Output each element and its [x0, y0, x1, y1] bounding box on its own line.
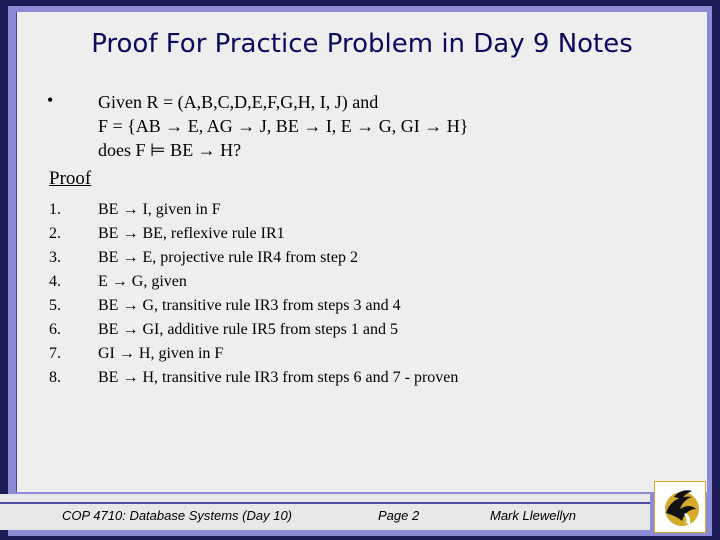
step-number: 2. — [49, 225, 61, 242]
bullet-marker: • — [47, 90, 54, 110]
proof-step — [49, 246, 669, 270]
pegasus-logo-graphic — [656, 483, 704, 531]
footer-page-number: Page 2 — [378, 508, 420, 523]
proof-steps-list — [49, 198, 669, 390]
proof-step — [49, 294, 669, 318]
step-number: 1. — [49, 201, 61, 218]
given-line: F = {AB → E, AG → J, BE → I, E → G, GI → H} — [98, 116, 469, 136]
step-text: BE → G, transitive rule IR3 from steps 3 and 4 — [98, 297, 401, 314]
step-text: BE → I, given in F — [98, 201, 221, 218]
proof-step — [49, 198, 669, 222]
step-text: BE → GI, additive rule IR5 from steps 1 and 5 — [98, 321, 398, 338]
step-number: 7. — [49, 345, 61, 362]
slide-footer — [0, 494, 650, 530]
step-text: GI → H, given in F — [98, 345, 224, 362]
proof-step — [49, 342, 669, 366]
given-line: does F ⊨ BE → H? — [98, 140, 242, 160]
footer-course: COP 4710: Database Systems (Day 10) — [62, 508, 293, 523]
footer-divider — [0, 502, 650, 504]
step-number: 8. — [49, 369, 61, 386]
slide-content — [16, 12, 707, 492]
step-number: 4. — [49, 273, 61, 290]
footer-author: Mark Llewellyn — [490, 508, 576, 523]
proof-step — [49, 222, 669, 246]
proof-step — [49, 270, 669, 294]
step-number: 6. — [49, 321, 61, 338]
step-text: BE → BE, reflexive rule IR1 — [98, 225, 285, 242]
proof-step — [49, 366, 669, 390]
step-number: 5. — [49, 297, 61, 314]
step-text: BE → E, projective rule IR4 from step 2 — [98, 249, 358, 266]
step-text: E → G, given — [98, 273, 187, 290]
pegasus-logo-icon — [654, 481, 706, 533]
proof-heading: Proof — [49, 168, 92, 189]
slide-title: Proof For Practice Problem in Day 9 Notes — [91, 29, 633, 59]
given-statement — [98, 90, 658, 162]
proof-step — [49, 318, 669, 342]
step-number: 3. — [49, 249, 61, 266]
step-text: BE → H, transitive rule IR3 from steps 6 and 7 - proven — [98, 369, 459, 386]
given-line: Given R = (A,B,C,D,E,F,G,H, I, J) and — [98, 92, 379, 112]
